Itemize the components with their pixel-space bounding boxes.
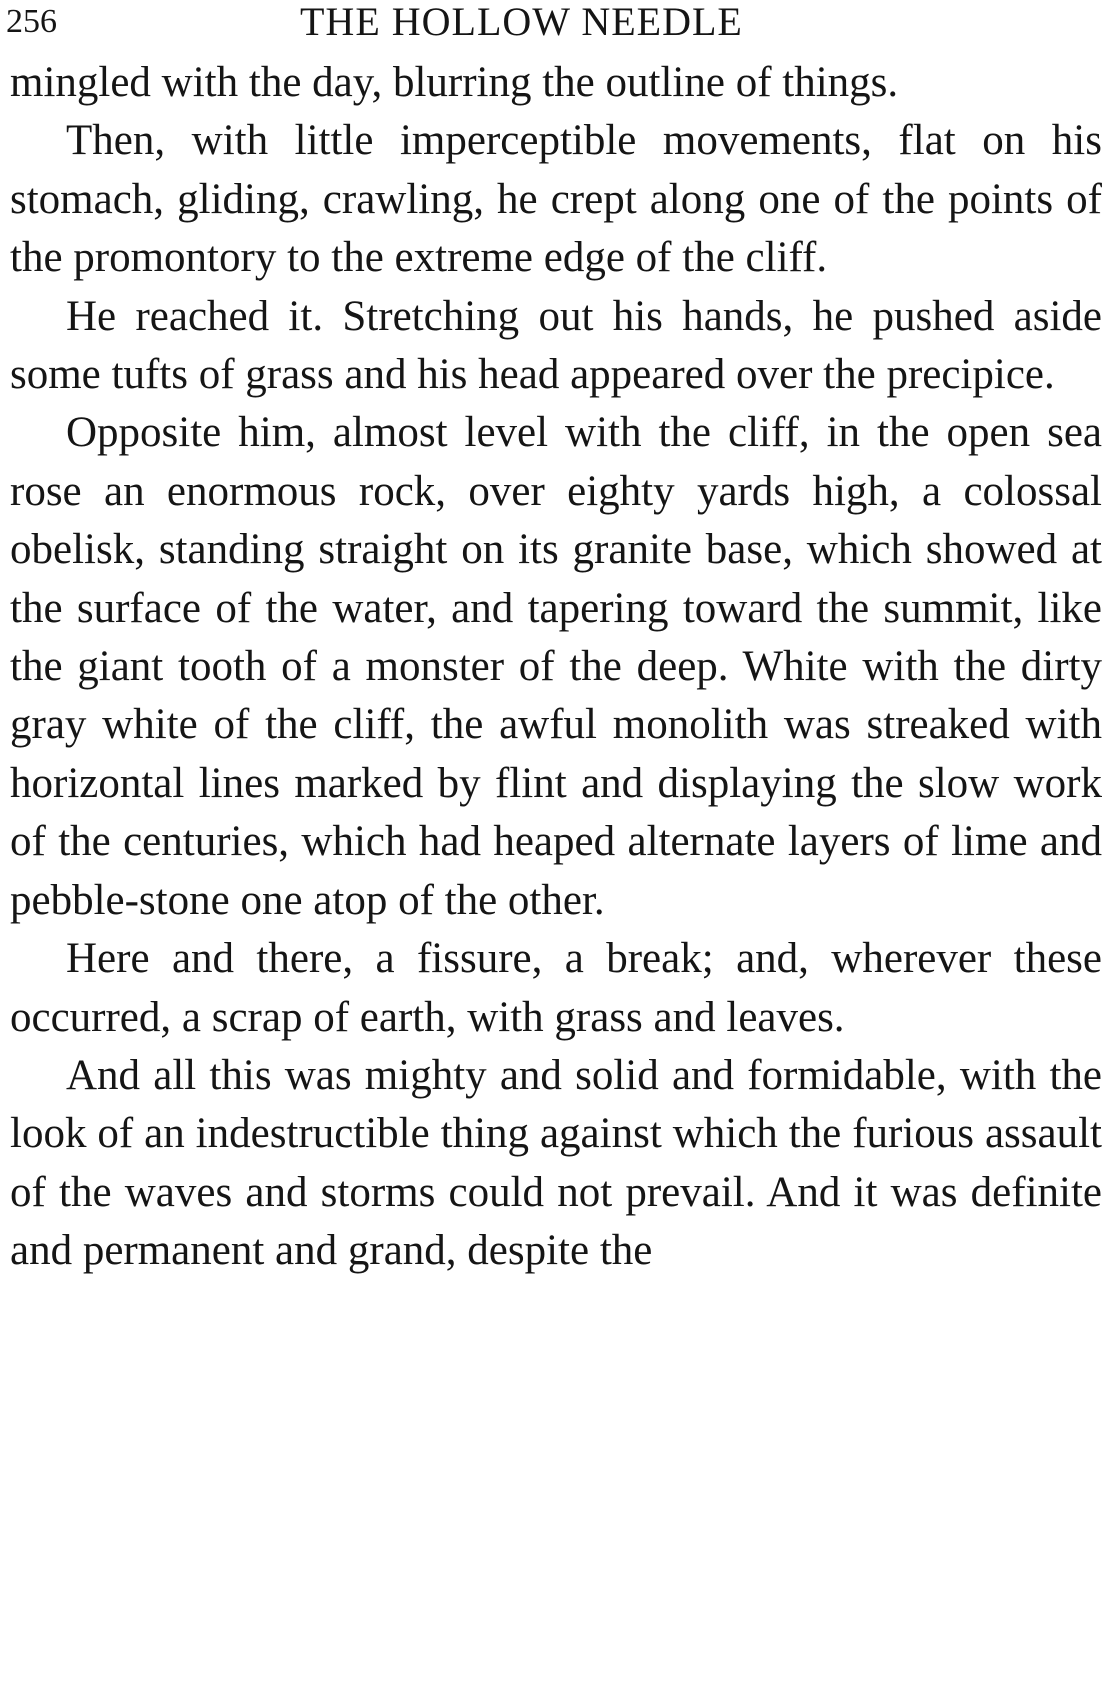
- body-text: [10, 54, 1102, 1281]
- page-header: [6, 0, 1101, 46]
- paragraph: Here and there, a fissure, a break; and, wherever these occurred, a scrap of earth, with grass and leaves.: [10, 935, 1102, 1041]
- paragraph: Then, with little imperceptible movements, flat on his stomach, gliding, crawling, he crept along one of the points of the promontory to the extreme edge of the cliff.: [10, 117, 1102, 282]
- paragraph: Opposite him, almost level with the cliff, in the open sea rose an enormous rock, over eighty yards high, a colossal obelisk, standing straight on its granite base, which showed at the surface of the water, and tapering toward the summit, like the giant tooth of a monster of the deep. White with the dirty gray white of the cliff, the awful monolith was streaked with horizontal lines marked by flint and displaying the slow work of the centuries, which had heaped alternate layers of lime and pebble-stone one atop of the other.: [10, 409, 1102, 924]
- paragraph: He reached it. Stretching out his hands, he pushed aside some tufts of grass and his head appeared over the precipice.: [10, 292, 1102, 399]
- page-number: 256: [6, 3, 57, 40]
- running-title: THE HOLLOW NEEDLE: [300, 0, 743, 44]
- paragraph-continued: mingled with the day, blurring the outline of things.: [10, 59, 899, 106]
- paragraph: And all this was mighty and solid and formidable, with the look of an indestructible thing against which the furious assault of the waves and storms could not prevail. And it was definite and permanent and grand, despite the: [10, 1051, 1102, 1275]
